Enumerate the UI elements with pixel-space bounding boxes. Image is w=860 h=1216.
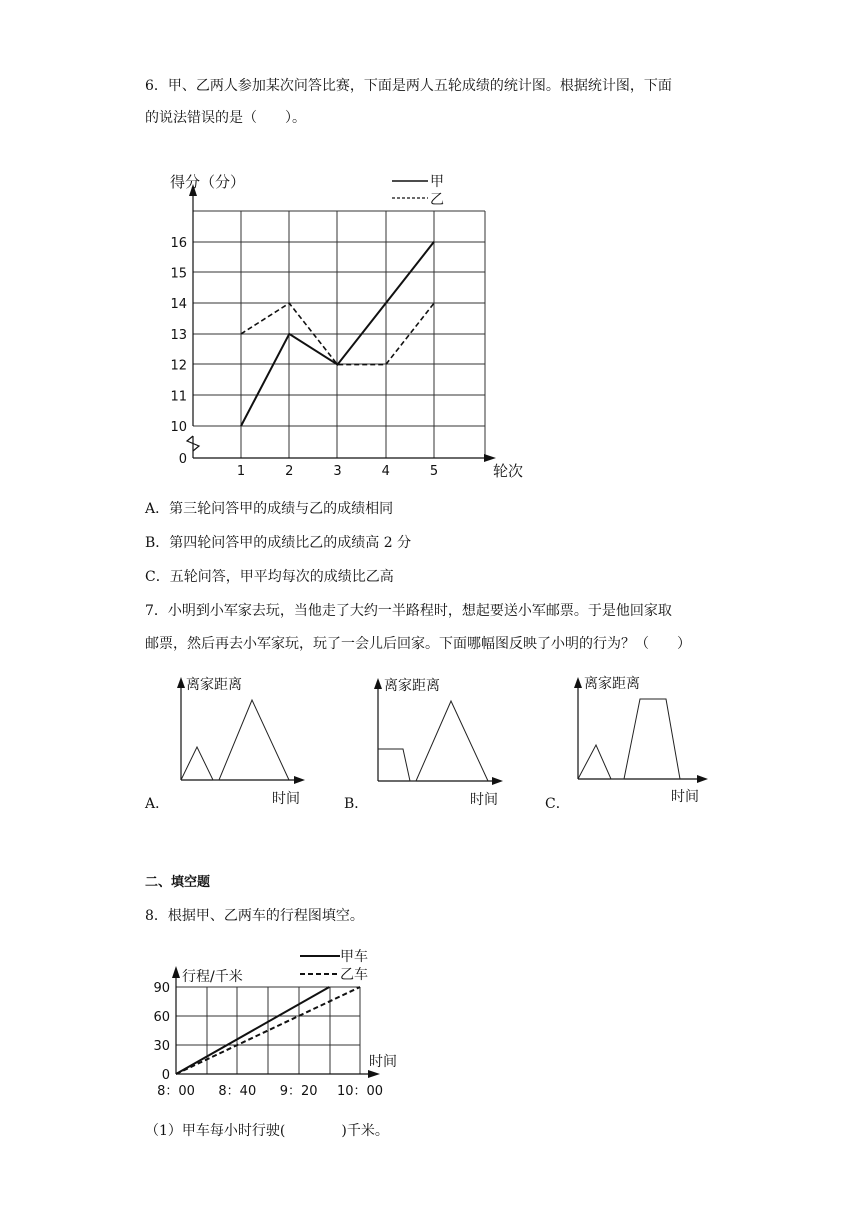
q7-text-line1: 7．小明到小军家去玩，当他走了大约一半路程时，想起要送小军邮票。于是他回家取 [145, 603, 672, 619]
y-tick-label: 0 [178, 452, 187, 467]
travel-y-axis-arrow [172, 966, 180, 978]
graph-a-ylabel: 离家距离 [186, 677, 242, 693]
graph-b-option-label[interactable]: B． [344, 796, 369, 812]
travel-y-tick-label: 60 [153, 1010, 170, 1025]
travel-chart-x-ticks [157, 1084, 383, 1099]
graph-b-xlabel: 时间 [470, 792, 498, 808]
graph-c-ylabel: 离家距离 [584, 676, 640, 692]
travel-x-axis-arrow [368, 1070, 380, 1078]
legend-label-jia: 甲 [430, 174, 444, 190]
x-tick-label: 5 [429, 464, 439, 479]
travel-chart-xlabel: 时间 [369, 1054, 397, 1070]
travel-y-tick-label: 30 [153, 1039, 170, 1054]
q6-text-line2: 的说法错误的是（ ）。 [145, 110, 306, 126]
y-tick-label: 12 [170, 358, 187, 374]
travel-x-tick-label: 10：00 [336, 1084, 384, 1099]
q8-intro: 8．根据甲、乙两车的行程图填空。 [145, 908, 364, 924]
x-tick-label: 3 [333, 464, 342, 479]
legend-label-car-yi: 乙车 [340, 967, 368, 983]
score-chart-ylabel: 得分（分） [170, 173, 246, 191]
q6-option-a[interactable]: A．第三轮问答甲的成绩与乙的成绩相同 [145, 501, 394, 517]
graph-a-option-label[interactable]: A． [145, 796, 170, 812]
travel-chart-y-ticks [153, 981, 170, 1083]
travel-chart-ylabel: 行程/千米 [182, 969, 243, 985]
x-tick-label: 2 [285, 464, 294, 479]
score-chart-xlabel: 轮次 [493, 462, 524, 480]
travel-series-line-car-jia [176, 987, 329, 1074]
q6-text-line1: 6．甲、乙两人参加某次问答比赛，下面是两人五轮成绩的统计图。根据统计图，下面 [145, 78, 672, 94]
travel-chart-grid [176, 987, 360, 1074]
travel-y-tick-label: 0 [161, 1068, 170, 1083]
x-tick-label: 4 [381, 464, 390, 479]
travel-chart-legend [300, 949, 368, 983]
y-tick-label: 13 [170, 327, 187, 343]
y-tick-label: 15 [170, 266, 187, 282]
section-title: 二、填空题 [145, 875, 211, 890]
travel-x-tick-label: 8：40 [218, 1084, 257, 1099]
travel-x-tick-label: 9：20 [279, 1084, 318, 1099]
graph-c-xlabel: 时间 [671, 789, 699, 805]
graph-c-option-label[interactable]: C． [545, 796, 570, 812]
q8-sub-question-1[interactable]: （1）甲车每小时行驶( )千米。 [145, 1123, 389, 1139]
x-tick-label: 1 [236, 464, 246, 479]
q6-option-b[interactable]: B．第四轮问答甲的成绩比乙的成绩高 2 分 [145, 535, 412, 551]
y-tick-label: 14 [170, 297, 187, 313]
y-tick-label: 10 [170, 420, 187, 435]
graph-b-ylabel: 离家距离 [384, 678, 440, 694]
graph-a-xlabel: 时间 [272, 791, 300, 807]
y-tick-label: 16 [170, 235, 187, 251]
q6-option-c[interactable]: C．五轮问答，甲平均每次的成绩比乙高 [145, 569, 394, 585]
q7-text-line2: 邮票，然后再去小军家玩，玩了一会儿后回家。下面哪幅图反映了小明的行为？（ ） [145, 636, 691, 652]
legend-label-yi: 乙 [430, 192, 444, 208]
travel-y-tick-label: 90 [153, 981, 170, 996]
travel-x-tick-label: 8：00 [157, 1084, 195, 1099]
y-tick-label: 11 [170, 389, 187, 405]
legend-label-car-jia: 甲车 [340, 949, 368, 965]
